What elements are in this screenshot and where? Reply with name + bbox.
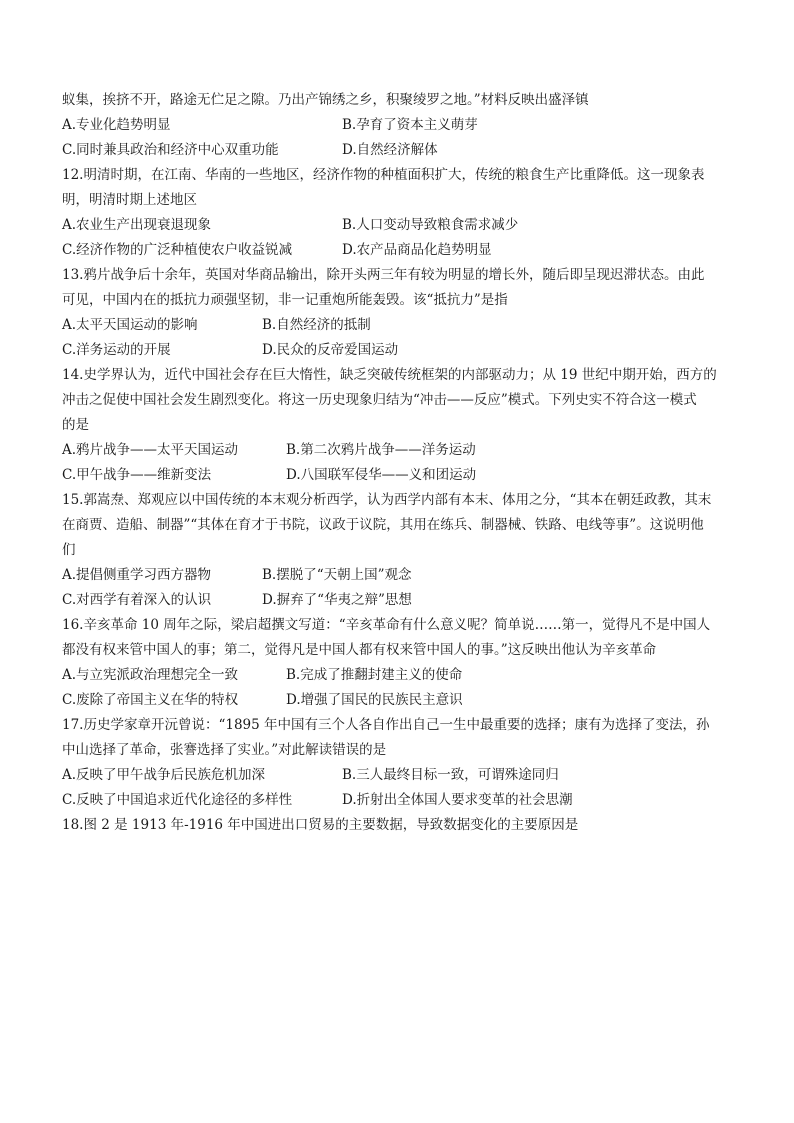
q15-option-a: A.提倡侧重学习西方器物 xyxy=(62,567,212,583)
q11-option-c: C.同时兼具政治和经济中心双重功能 xyxy=(62,142,279,158)
q16-stem: 16.辛亥革命 10 周年之际，梁启超撰文写道：“辛亥革命有什么意义呢？简单说……第一，觉得凡不是中国人 xyxy=(62,617,711,633)
q16-option-c: C.废除了帝国主义在华的特权 xyxy=(62,692,239,708)
q12-option-b: B.人口变动导致粮食需求减少 xyxy=(342,217,519,233)
q12-stem: 12.明清时期，在江南、华南的一些地区，经济作物的种植面积扩大，传统的粮食生产比重降低。这一现象表 xyxy=(62,167,705,183)
q11-option-b: B.孕育了资本主义萌芽 xyxy=(342,117,478,133)
q17-option-c: C.反映了中国追求近代化途径的多样性 xyxy=(62,792,293,808)
q12-stem-line2: 明，明清时期上述地区 xyxy=(62,192,197,208)
q13-option-b: B.自然经济的抵制 xyxy=(262,317,371,333)
q13-stem: 13.鸦片战争后十余年，英国对华商品输出，除开头两三年有较为明显的增长外，随后即呈现迟滞状态。由此 xyxy=(62,267,705,283)
q16-option-a: A.与立宪派政治理想完全一致 xyxy=(62,667,239,683)
q14-stem: 14.史学界认为，近代中国社会存在巨大惰性，缺乏突破传统框架的内部驱动力；从 19 世纪中期开始，西方的 xyxy=(62,367,717,383)
q11-stem-tail: 蚁集，挨挤不开，路途无伫足之隙。乃出产锦绣之乡，积聚绫罗之地。”材料反映出盛泽镇 xyxy=(62,92,589,108)
q12-option-c: C.经济作物的广泛种植使农户收益锐减 xyxy=(62,242,293,258)
q17-stem: 17.历史学家章开沅曾说：“1895 年中国有三个人各自作出自己一生中最重要的选择；康有为选择了变法，孙 xyxy=(62,717,710,733)
q14-option-a: A.鸦片战争——太平天国运动 xyxy=(62,442,239,458)
q12-option-a: A.农业生产出现衰退现象 xyxy=(62,217,212,233)
q15-option-d: D.摒弃了“华夷之辩”思想 xyxy=(262,592,412,608)
q14-option-d: D.八国联军侵华——义和团运动 xyxy=(286,467,477,483)
q13-option-d: D.民众的反帝爱国运动 xyxy=(262,342,399,358)
q14-stem-line3: 的是 xyxy=(62,417,89,433)
q13-option-c: C.洋务运动的开展 xyxy=(62,342,171,358)
q14-option-b: B.第二次鸦片战争——洋务运动 xyxy=(286,442,476,458)
q15-stem-line2: 在商贾、造船、制器”“其体在育才于书院，议政于议院，其用在练兵、制器械、铁路、电线等事”。这说明他 xyxy=(62,517,704,533)
q15-stem-line3: 们 xyxy=(62,542,76,558)
q17-option-d: D.折射出全体国人要求变革的社会思潮 xyxy=(342,792,573,808)
q14-stem-line2: 冲击之促使中国社会发生剧烈变化。将这一历史现象归结为“冲击——反应”模式。下列史实不符合这一模式 xyxy=(62,392,697,408)
q17-stem-line2: 中山选择了革命，张謇选择了实业。”对此解读错误的是 xyxy=(62,742,387,758)
q15-option-b: B.摆脱了“天朝上国”观念 xyxy=(262,567,412,583)
q12-option-d: D.农产品商品化趋势明显 xyxy=(342,242,492,258)
q14-option-c: C.甲午战争——维新变法 xyxy=(62,467,212,483)
q16-option-d: D.增强了国民的民族民主意识 xyxy=(286,692,463,708)
q15-option-c: C.对西学有着深入的认识 xyxy=(62,592,212,608)
q13-option-a: A.太平天国运动的影响 xyxy=(62,317,198,333)
q11-option-d: D.自然经济解体 xyxy=(342,142,438,158)
q17-option-b: B.三人最终目标一致，可谓殊途同归 xyxy=(342,767,559,783)
q16-stem-line2: 都没有权来管中国人的事；第二，觉得凡是中国人都有权来管中国人的事。”这反映出他认为辛亥革命 xyxy=(62,642,657,658)
q17-option-a: A.反映了甲午战争后民族危机加深 xyxy=(62,767,266,783)
q18-stem: 18.图 2 是 1913 年-1916 年中国进出口贸易的主要数据，导致数据变化的主要原因是 xyxy=(62,817,579,833)
q11-option-a: A.专业化趋势明显 xyxy=(62,117,171,133)
q16-option-b: B.完成了推翻封建主义的使命 xyxy=(286,667,463,683)
q15-stem: 15.郭嵩焘、郑观应以中国传统的本末观分析西学，认为西学内部有本末、体用之分，“其本在朝廷政教，其末 xyxy=(62,492,712,508)
q13-stem-line2: 可见，中国内在的抵抗力顽强坚韧，非一记重炮所能轰毁。该“抵抗力”是指 xyxy=(62,292,508,308)
